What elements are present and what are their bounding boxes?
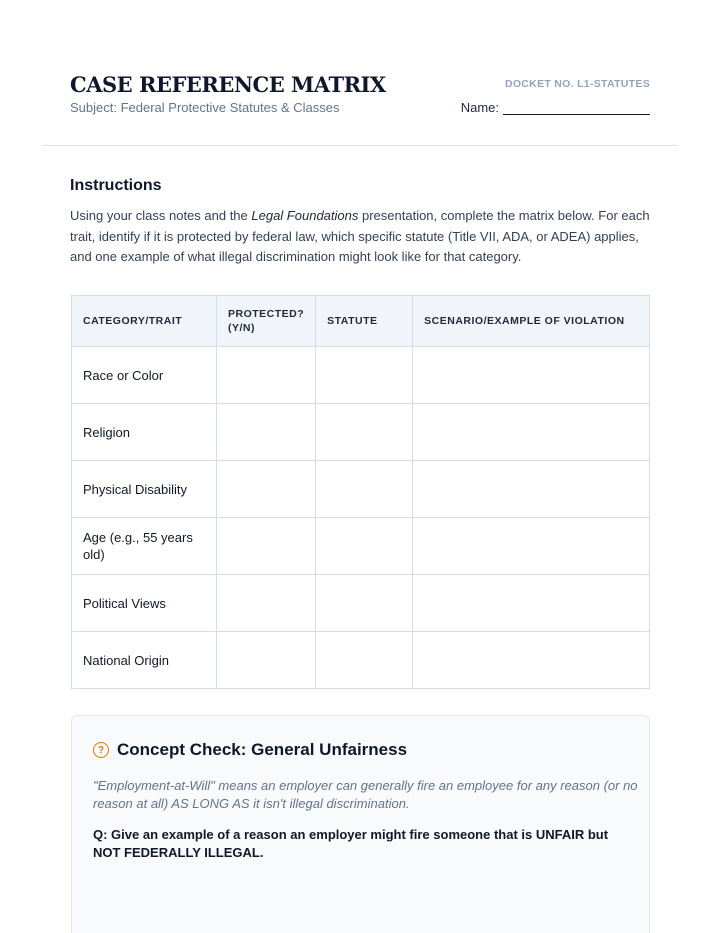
trait-cell: Religion <box>72 404 217 461</box>
trait-cell: National Origin <box>72 632 217 689</box>
matrix-header-row <box>72 296 650 347</box>
name-label: Name: <box>460 100 499 115</box>
concept-check-header <box>93 740 407 760</box>
instructions-text <box>70 206 650 268</box>
document-header <box>70 70 650 120</box>
concept-check-box <box>71 715 650 933</box>
table-row <box>72 518 650 575</box>
protected-cell[interactable] <box>217 632 316 689</box>
column-header-scenario: SCENARIO/EXAMPLE OF VIOLATION <box>413 296 650 347</box>
scenario-cell[interactable] <box>413 518 650 575</box>
statute-cell[interactable] <box>316 461 413 518</box>
docket-number: DOCKET NO. L1-STATUTES <box>504 78 650 90</box>
trait-cell: Political Views <box>72 575 217 632</box>
table-row <box>72 461 650 518</box>
statute-cell[interactable] <box>316 632 413 689</box>
scenario-cell[interactable] <box>413 404 650 461</box>
document-subject: Subject: Federal Protective Statutes & Classes <box>70 100 340 115</box>
trait-cell: Age (e.g., 55 years old) <box>72 518 217 575</box>
statute-cell[interactable] <box>316 404 413 461</box>
protected-cell[interactable] <box>217 518 316 575</box>
instructions-text-after: presentation, complete the matrix below. For each trait, identify if it is protected by federal law, which specific statute (Title VII, ADA, or ADEA) applies, and one example of what illegal discrimination might look like for that category. <box>70 208 650 264</box>
scenario-cell[interactable] <box>413 575 650 632</box>
scenario-cell[interactable] <box>413 461 650 518</box>
protected-cell[interactable] <box>217 404 316 461</box>
instructions-heading: Instructions <box>70 177 162 194</box>
protected-cell[interactable] <box>217 461 316 518</box>
statute-cell[interactable] <box>316 347 413 404</box>
document-title: CASE REFERENCE MATRIX <box>70 72 386 97</box>
concept-check-title: Concept Check: General Unfairness <box>117 740 408 759</box>
scenario-cell[interactable] <box>413 347 650 404</box>
name-blank-line[interactable] <box>503 101 650 115</box>
header-divider <box>42 145 678 146</box>
scenario-cell[interactable] <box>413 632 650 689</box>
statute-cell[interactable] <box>316 518 413 575</box>
case-reference-matrix <box>71 295 650 689</box>
instructions-emphasis: Legal Foundations <box>251 208 359 223</box>
question-circle-icon: ? <box>93 742 109 758</box>
concept-check-question: Q: Give an example of a reason an employer might fire someone that is UNFAIR but NOT FEDERALLY ILLEGAL. <box>93 827 609 860</box>
concept-check-quote: "Employment-at-Will" means an employer can generally fire an employee for any reason (or no reason at all) AS LONG AS it isn't illegal discrimination. <box>93 778 638 811</box>
table-row <box>72 347 650 404</box>
column-header-protected: PROTECTED? (Y/N) <box>217 296 316 347</box>
table-row <box>72 632 650 689</box>
protected-cell[interactable] <box>217 347 316 404</box>
trait-cell: Race or Color <box>72 347 217 404</box>
table-row <box>72 575 650 632</box>
table-row <box>72 404 650 461</box>
statute-cell[interactable] <box>316 575 413 632</box>
instructions-text-before: Using your class notes and the <box>70 208 252 223</box>
column-header-category: CATEGORY/TRAIT <box>72 296 217 347</box>
column-header-statute: STATUTE <box>316 296 413 347</box>
name-field-row <box>461 100 650 115</box>
protected-cell[interactable] <box>217 575 316 632</box>
trait-cell: Physical Disability <box>72 461 217 518</box>
